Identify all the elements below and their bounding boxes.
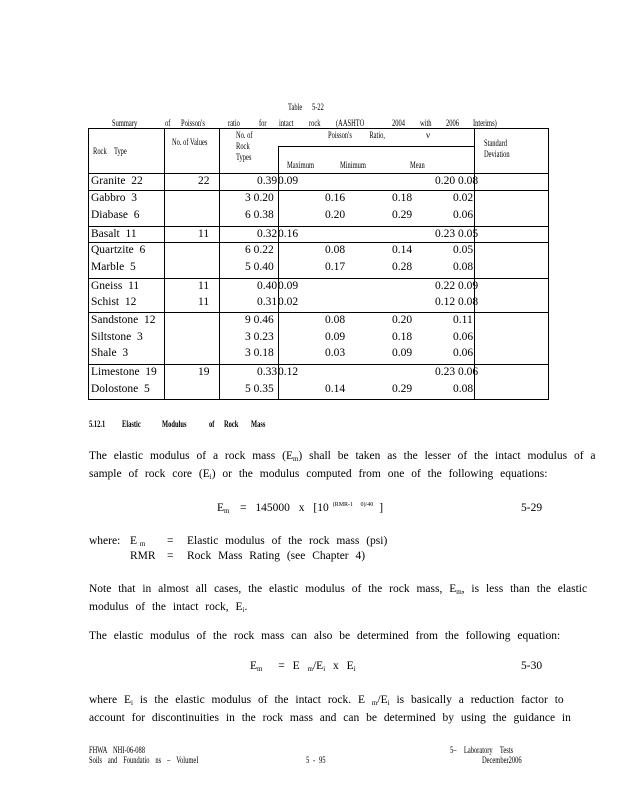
header-nu-symbol: ν — [426, 130, 431, 140]
equation-number: 5-29 — [521, 502, 543, 514]
header-minimum: Minimum — [340, 160, 366, 170]
header-poissons-ratio: Poisson's Ratio, — [328, 130, 385, 140]
paragraph-3: The elastic modulus of the rock mass can also be determined from the following equation: — [89, 630, 561, 642]
header-no-values: No. of Values — [172, 137, 208, 147]
header-rock-type: Rock Type — [93, 146, 127, 156]
equation-number: 5-30 — [521, 660, 543, 672]
header-mean: Mean — [410, 160, 425, 170]
header-maximum: Maximum — [287, 160, 314, 170]
table-title: Table 5-22 — [288, 102, 324, 112]
header-no-rock-types: No. of Rock Types — [236, 130, 253, 162]
header-std-dev: Standard Deviation — [484, 138, 510, 159]
